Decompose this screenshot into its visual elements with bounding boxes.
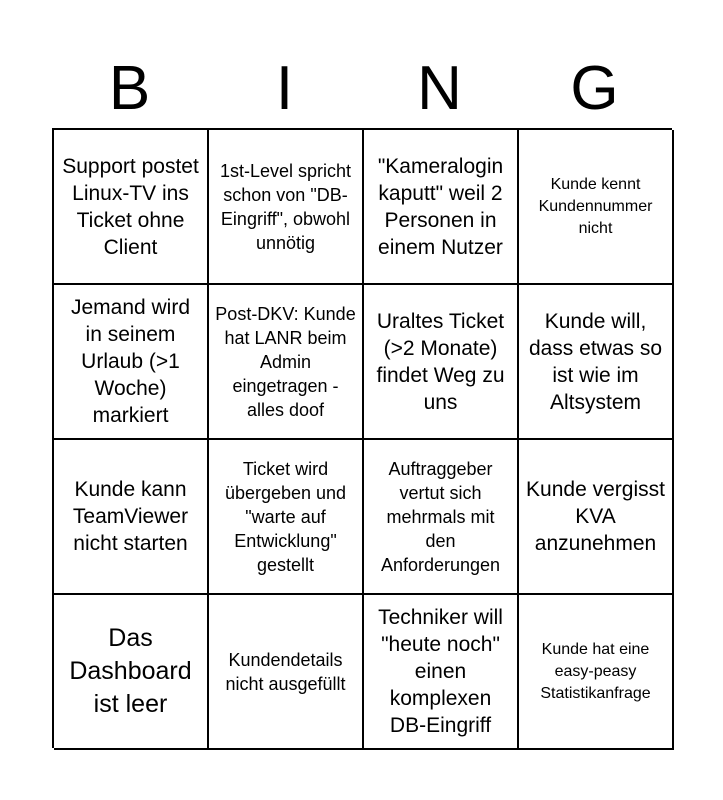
bingo-cell-r3c3[interactable] (364, 440, 519, 595)
bingo-cell-r2c1[interactable] (54, 285, 209, 440)
bingo-cell-text: Kunde will, dass etwas so ist wie im Altsystem (528, 309, 663, 414)
header-letter-b: B (108, 54, 151, 123)
bingo-cell-text: Kunde vergisst KVA anzunehmen (526, 478, 665, 555)
bingo-cell-r4c2[interactable] (209, 595, 364, 750)
bingo-cell-text: Jemand wird in seinem Urlaub (>1 Woche) markiert (70, 296, 191, 427)
bingo-cell-text: Post-DKV: Kunde hat LANR beim Admin eingetragen - alles doof (215, 303, 356, 420)
bingo-cell-text: Support postet Linux-TV ins Ticket ohne Client (62, 154, 199, 259)
bingo-cell-text: "Kameralogin kaputt" weil 2 Personen in einem Nutzer (377, 154, 504, 259)
bingo-cell-text: Das Dashboard ist leer (69, 624, 192, 718)
bingo-cell-text: Uraltes Ticket (>2 Monate) findet Weg zu uns (376, 309, 505, 414)
bingo-cell-text: Kunde kann TeamViewer nicht starten (72, 478, 189, 555)
bingo-cell-r3c1[interactable] (54, 440, 209, 595)
bingo-cell-text: 1st-Level spricht schon von "DB-Eingriff", obwohl unnötig (219, 160, 352, 253)
bingo-header (52, 50, 672, 128)
header-letter-n: N (417, 54, 462, 123)
header-letter-g: G (570, 54, 619, 123)
bingo-cell-r4c3[interactable] (364, 595, 519, 750)
bingo-cell-r4c1[interactable] (54, 595, 209, 750)
bingo-cell-text: Kundendetails nicht ausgefüllt (225, 649, 346, 694)
bingo-cell-text: Ticket wird übergeben und "warte auf Entwicklung" gestellt (224, 458, 347, 575)
bingo-cell-r1c4[interactable] (519, 130, 674, 285)
bingo-cell-r2c3[interactable] (364, 285, 519, 440)
bingo-cell-text: Kunde hat eine easy-peasy Statistikanfrage (540, 640, 651, 702)
bingo-cell-text: Kunde kennt Kundennummer nicht (538, 175, 653, 237)
bingo-card-grid (52, 128, 672, 748)
bingo-cell-r3c4[interactable] (519, 440, 674, 595)
header-letter-i: I (275, 54, 294, 123)
bingo-cell-r4c4[interactable] (519, 595, 674, 750)
bingo-cell-r1c1[interactable] (54, 130, 209, 285)
bingo-cell-r3c2[interactable] (209, 440, 364, 595)
bingo-cell-r2c4[interactable] (519, 285, 674, 440)
bingo-cell-r1c2[interactable] (209, 130, 364, 285)
bingo-cell-text: Techniker will "heute noch" einen komplexen DB-Eingriff (378, 606, 503, 737)
bingo-cell-r1c3[interactable] (364, 130, 519, 285)
bingo-cell-text: Auftraggeber vertut sich mehrmals mit den Anforderungen (380, 458, 501, 575)
bingo-cell-r2c2[interactable] (209, 285, 364, 440)
